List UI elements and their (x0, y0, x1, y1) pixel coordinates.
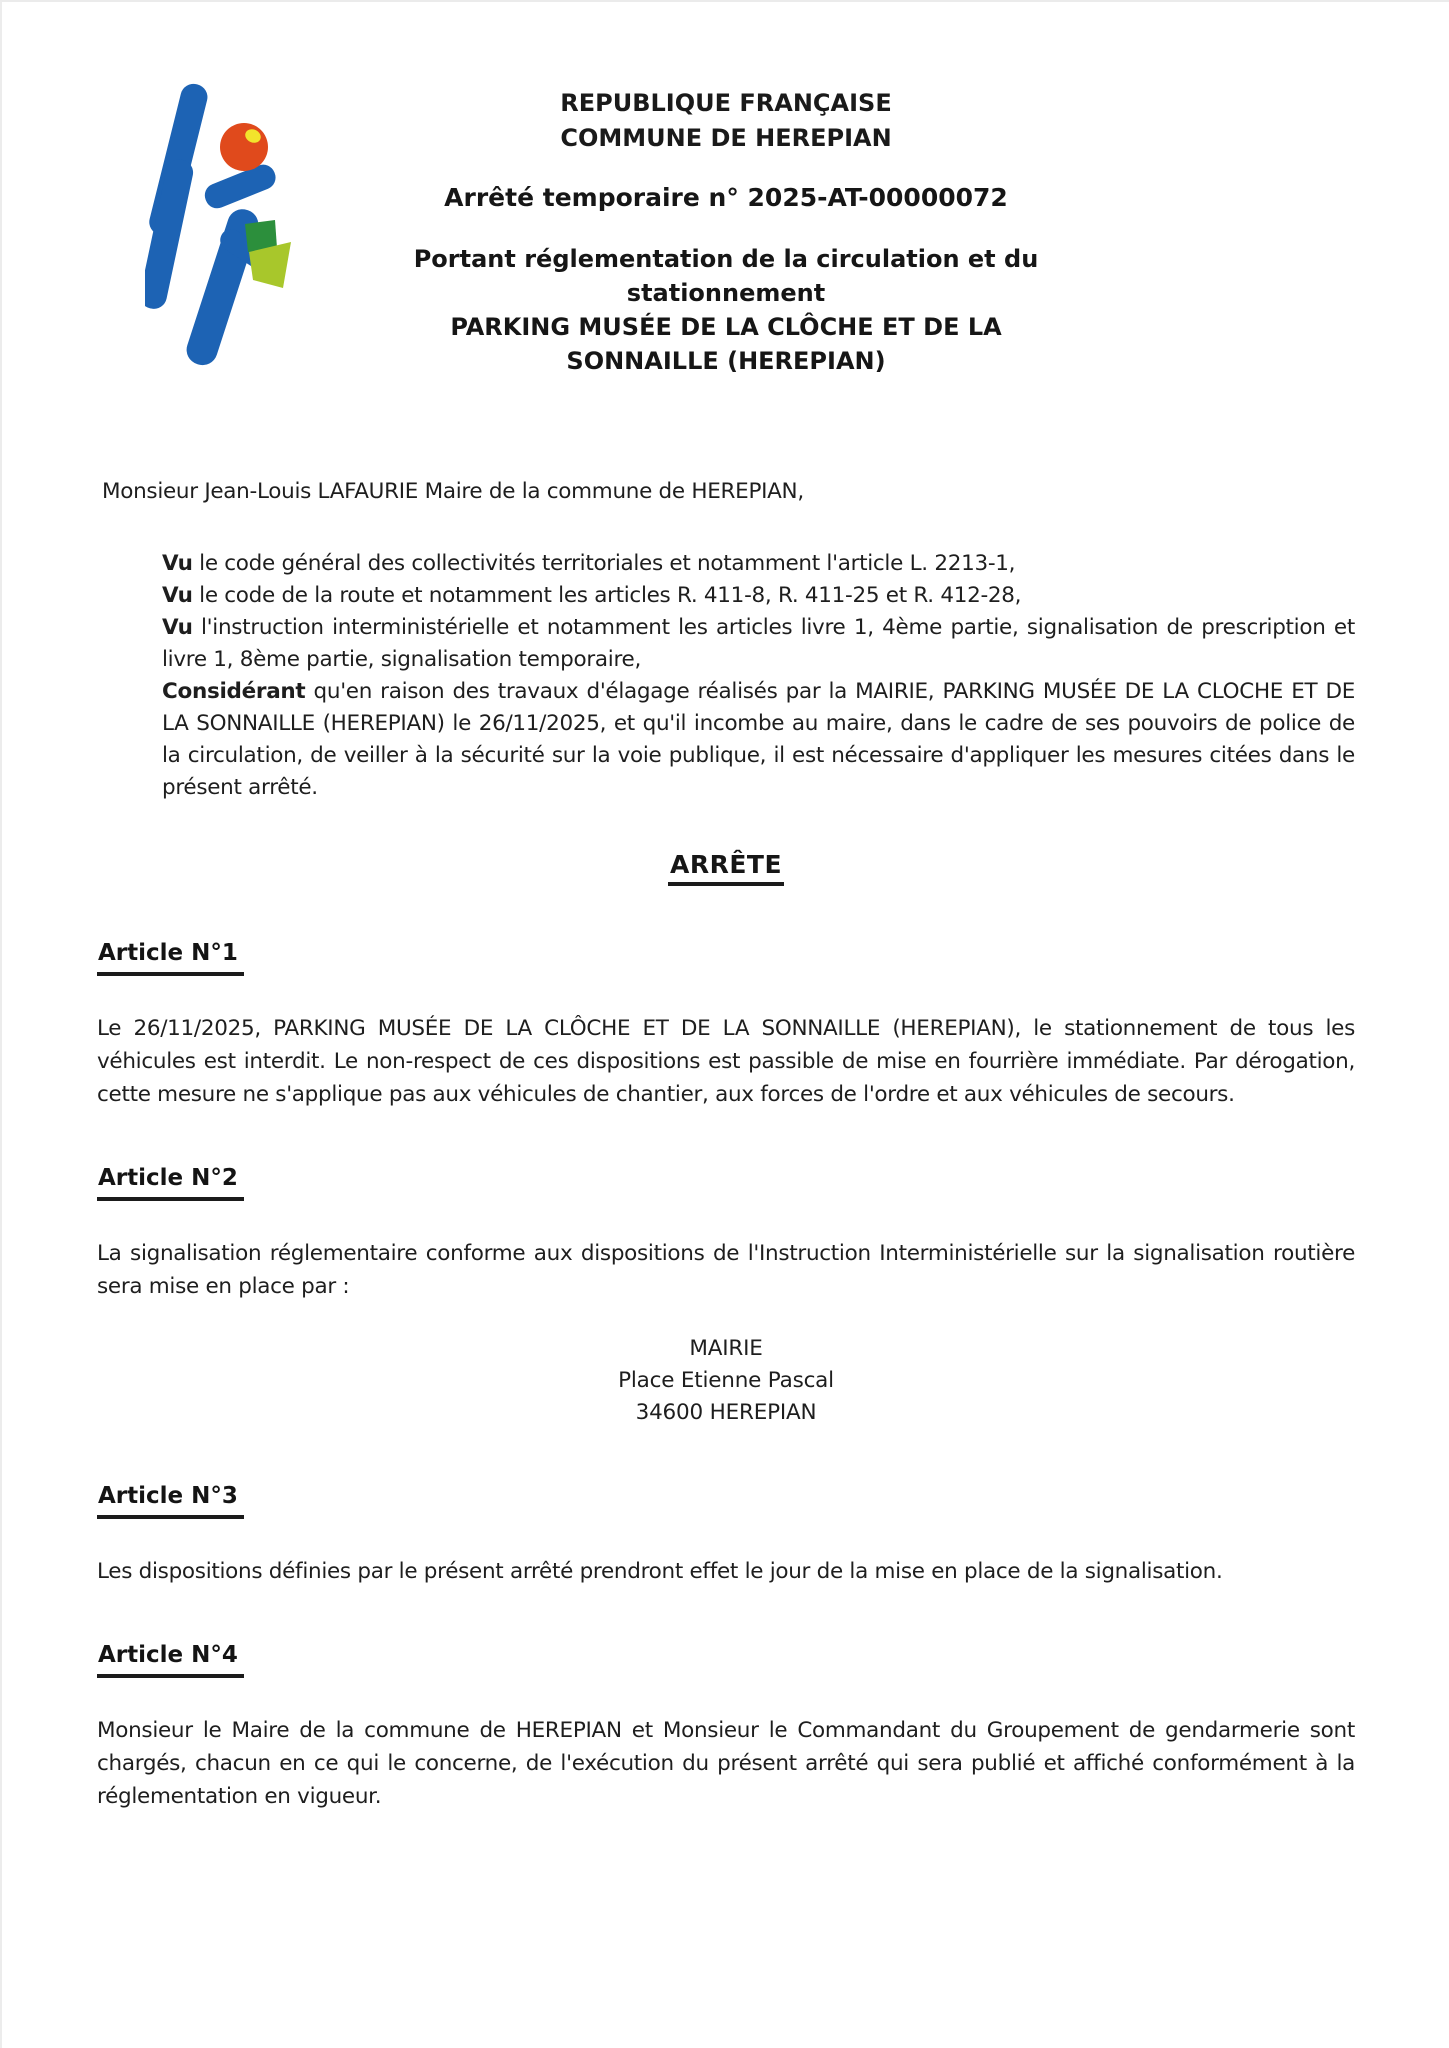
republic-title: REPUBLIQUE FRANÇAISE (560, 89, 892, 117)
recital-vu-2 (162, 580, 1355, 612)
document-header (97, 86, 1355, 378)
decree-number: Arrêté temporaire n° 2025-AT-00000072 (444, 183, 1008, 212)
article-1 (97, 938, 1355, 1111)
article-3-body: Les dispositions définies par le présent arrêté prendront effet le jour de la mise en place de la signalisation. (97, 1559, 1223, 1584)
recital-lead: Vu (162, 583, 193, 608)
article-2-heading: Article N°2 (97, 1163, 1355, 1201)
article-1-body: Le 26/11/2025, PARKING MUSÉE DE LA CLÔCHE ET DE LA SONNAILLE (HEREPIAN), le stationnement de tous les véhicules est interdit. Le non-respect de ces dispositions est passible de mise en fourrière immédiate. Par dérogation, cette mesure ne s'applique pas aux véhicules de chantier, aux forces de l'ordre et aux véhicules de secours. (97, 1016, 1355, 1107)
article-4-body: Monsieur le Maire de la commune de HEREPIAN et Monsieur le Commandant du Groupement de gendarmerie sont chargés, chacun en ce qui le concerne, de l'exécution du présent arrêté qui sera publié et affiché conformément à la réglementation en vigueur. (97, 1718, 1355, 1809)
recital-vu-3 (162, 612, 1355, 676)
recital-lead: Vu (162, 615, 193, 640)
recital-lead: Considérant (162, 679, 306, 704)
commune-title: COMMUNE DE HEREPIAN (560, 124, 892, 152)
address-line-2: Place Etienne Pascal (618, 1368, 834, 1393)
recital-vu-1 (162, 548, 1355, 580)
subject-line-2: PARKING MUSÉE DE LA CLÔCHE ET DE LA SONNAILLE (HEREPIAN) (450, 313, 1002, 375)
recital-text: qu'en raison des travaux d'élagage réalisés par la MAIRIE, PARKING MUSÉE DE LA CLOCHE ET DE LA SONNAILLE (HEREPIAN) le 26/11/2025, et qu'il incombe au maire, dans le cadre de ses pouvoirs de police de la circulation, de veiller à la sécurité sur la voie publique, il est nécessaire d'appliquer les mesures citées dans le présent arrêté. (162, 679, 1355, 800)
recital-considerant (162, 676, 1355, 804)
article-4-heading: Article N°4 (97, 1640, 1355, 1678)
decision-heading: ARRÊTE (97, 850, 1355, 886)
recital-text: le code de la route et notamment les articles R. 411-8, R. 411-25 et R. 412-28, (199, 583, 1022, 608)
article-2-body: La signalisation réglementaire conforme aux dispositions de l'Instruction Interministérielle sur la signalisation routière sera mise en place par : (97, 1241, 1355, 1299)
article-2 (97, 1163, 1355, 1429)
recital-text: le code général des collectivités territoriales et notamment l'article L. 2213-1, (199, 551, 1016, 576)
subject-line-1: Portant réglementation de la circulation et du stationnement (413, 245, 1039, 307)
address-line-3: 34600 HEREPIAN (635, 1400, 817, 1425)
mayor-salutation: Monsieur Jean-Louis LAFAURIE Maire de la commune de HEREPIAN, (102, 479, 804, 504)
article-3-heading: Article N°3 (97, 1481, 1355, 1519)
recital-text: l'instruction interministérielle et notamment les articles livre 1, 4ème partie, signalisation de prescription et livre 1, 8ème partie, signalisation temporaire, (162, 615, 1355, 672)
article-4 (97, 1640, 1355, 1813)
recital-lead: Vu (162, 551, 193, 576)
article-1-heading: Article N°1 (97, 938, 1355, 976)
address-line-1: MAIRIE (689, 1336, 763, 1361)
recitals-block (162, 548, 1355, 804)
decree-subject (97, 242, 1355, 378)
article-3 (97, 1481, 1355, 1588)
mairie-address-block (97, 1333, 1355, 1429)
